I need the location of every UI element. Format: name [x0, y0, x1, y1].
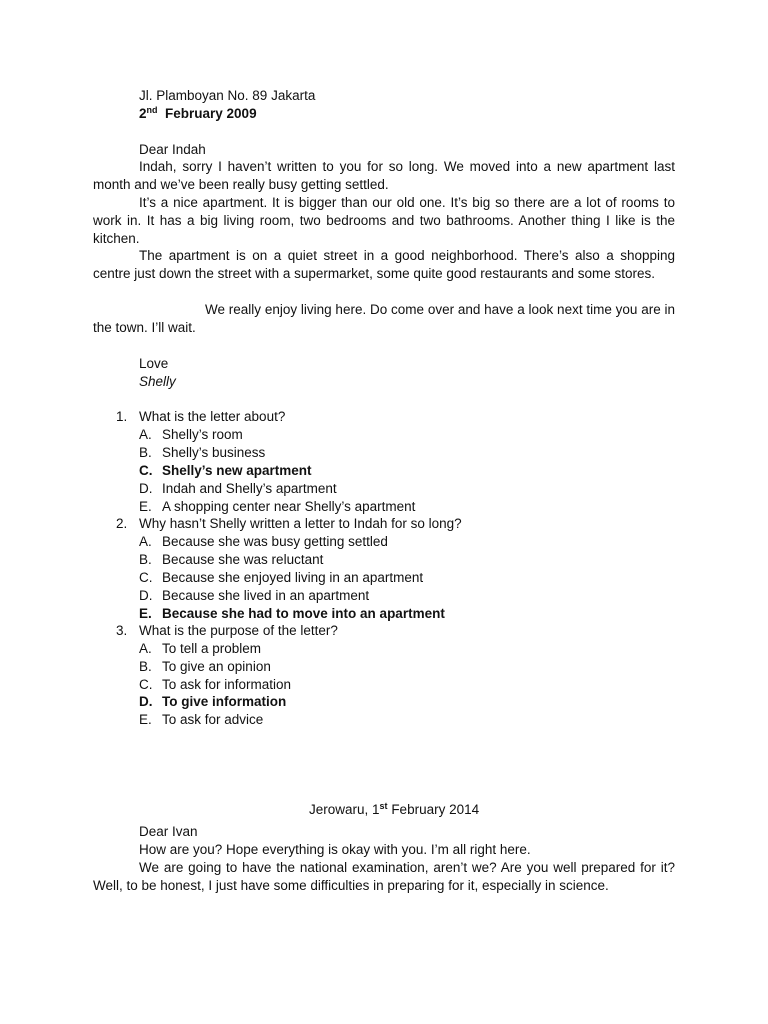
question-number: 3. [116, 623, 128, 638]
question-text: Why hasn’t Shelly written a letter to Indah for so long? [139, 516, 462, 531]
option-text: Because she enjoyed living in an apartment [162, 570, 424, 585]
option-text: Indah and Shelly’s apartment [162, 481, 337, 496]
letter-date [139, 105, 257, 123]
option-letter: B. [139, 552, 152, 567]
option-text: Shelly’s business [162, 445, 266, 460]
option-letter: C. [139, 677, 153, 692]
option-text: To ask for advice [162, 712, 264, 727]
option-text: Because she lived in an apartment [162, 588, 370, 603]
option-letter-answer: C. [139, 463, 153, 478]
sender-address: Jl. Plamboyan No. 89 Jakarta [139, 88, 316, 103]
option-text: Because she was busy getting settled [162, 534, 388, 549]
option-letter: A. [139, 641, 152, 656]
option-letter: E. [139, 499, 152, 514]
option-letter: B. [139, 445, 152, 460]
letter2-date-rest: February 2014 [387, 802, 480, 817]
option-text: To give an opinion [162, 659, 271, 674]
date-suffix: nd [146, 105, 158, 115]
closing: Love [139, 356, 169, 371]
paragraph-2-text: It’s a nice apartment. It is bigger than our old one. It’s big so there are a lot of rooms to work in. It has a big living room, two bedrooms and two bathrooms. Another thing I like is the kitchen. [93, 195, 675, 246]
date-day: 2 [139, 106, 147, 121]
letter2-greeting: Dear Ivan [139, 824, 198, 839]
option-text-answer: Because she had to move into an apartment [162, 606, 445, 621]
option-text: A shopping center near Shelly’s apartment [162, 499, 416, 514]
paragraph-4-text: We really enjoy living here. Do come over and have a look next time you are in the town. I’ll wait. [93, 302, 675, 335]
option-letter: D. [139, 588, 153, 603]
paragraph-3 [93, 247, 675, 283]
letter2-place-date [309, 801, 479, 819]
option-letter-answer: E. [139, 606, 152, 621]
option-letter: E. [139, 712, 152, 727]
signature: Shelly [139, 374, 176, 389]
question-number: 2. [116, 516, 128, 531]
option-text: Because she was reluctant [162, 552, 324, 567]
option-letter: B. [139, 659, 152, 674]
paragraph-3-text: The apartment is on a quiet street in a good neighborhood. There’s also a shopping centre just down the street with a supermarket, some quite good restaurants and some stores. [93, 248, 675, 281]
option-letter: A. [139, 534, 152, 549]
paragraph-4 [93, 301, 675, 337]
option-letter: A. [139, 427, 152, 442]
option-text-answer: To give information [162, 694, 287, 709]
option-text: To ask for information [162, 677, 292, 692]
option-letter-answer: D. [139, 694, 153, 709]
option-text: Shelly’s room [162, 427, 243, 442]
letter2-line-1: How are you? Hope everything is okay with you. I’m all right here. [139, 842, 531, 857]
letter2-date-suffix: st [379, 801, 388, 811]
letter2-place: Jerowaru, 1 [309, 802, 380, 817]
letter2-paragraph-2-text: We are going to have the national examination, aren’t we? Are you well prepared for it? Well, to be honest, I just have some difficulties in preparing for it, especially in science. [93, 860, 675, 893]
question-text: What is the letter about? [139, 409, 286, 424]
question-number: 1. [116, 409, 128, 424]
question-text: What is the purpose of the letter? [139, 623, 338, 638]
option-letter: C. [139, 570, 153, 585]
paragraph-1-text: Indah, sorry I haven’t written to you for so long. We moved into a new apartment last month and we’ve been really busy getting settled. [93, 159, 675, 192]
letter2-paragraph-2 [93, 859, 675, 895]
paragraph-1 [93, 158, 675, 194]
option-text-answer: Shelly’s new apartment [162, 463, 312, 478]
greeting: Dear Indah [139, 142, 206, 157]
paragraph-2 [93, 194, 675, 247]
option-text: To tell a problem [162, 641, 262, 656]
date-month-year: February 2009 [157, 106, 257, 121]
option-letter: D. [139, 481, 153, 496]
